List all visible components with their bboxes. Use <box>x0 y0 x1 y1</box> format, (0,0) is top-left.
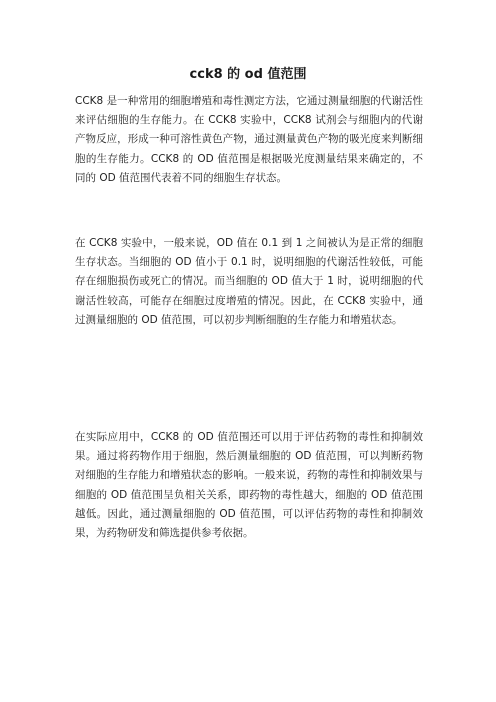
document-title: cck8 的 od 值范围 <box>189 67 307 82</box>
paragraph-3: 在实际应用中，CCK8 的 OD 值范围还可以用于评估药物的毒性和抑制效果。通过将药物作用于细胞，然后测量细胞的 OD 值范围，可以判断药物对细胞的生存能力和增殖状态的影响。一般来说，药物的毒性和抑制效果与细胞的 OD 值范围呈负相关关系，即药物的毒性越大，细胞的 OD 值范围越低。因此，通过测量细胞的 OD 值范围，可以评估药物的毒性和抑制效果，为药物研发和筛选提供参考依据。 <box>75 431 423 540</box>
paragraph-2: 在 CCK8 实验中，一般来说，OD 值在 0.1 到 1 之间被认为是正常的细胞生存状态。当细胞的 OD 值小于 0.1 时，说明细胞的代谢活性较低，可能存在细胞损伤或死亡的情况。而当细胞的 OD 值大于 1 时，说明细胞的代谢活性较高，可能存在细胞过度增殖的情况。因此，在 CCK8 实验中，通过测量细胞的 OD 值范围，可以初步判断细胞的生存能力和增殖状态。 <box>75 237 423 326</box>
paragraph-1: CCK8 是一种常用的细胞增殖和毒性测定方法，它通过测量细胞的代谢活性来评估细胞的生存能力。在 CCK8 实验中，CCK8 试剂会与细胞内的代谢产物反应，形成一种可溶性黄色产物，通过测量黄色产物的吸光度来判断细胞的生存能力。CCK8 的 OD 值范围是根据吸光度测量结果来确定的，不同的 OD 值范围代表着不同的细胞生存状态。 <box>75 95 423 184</box>
